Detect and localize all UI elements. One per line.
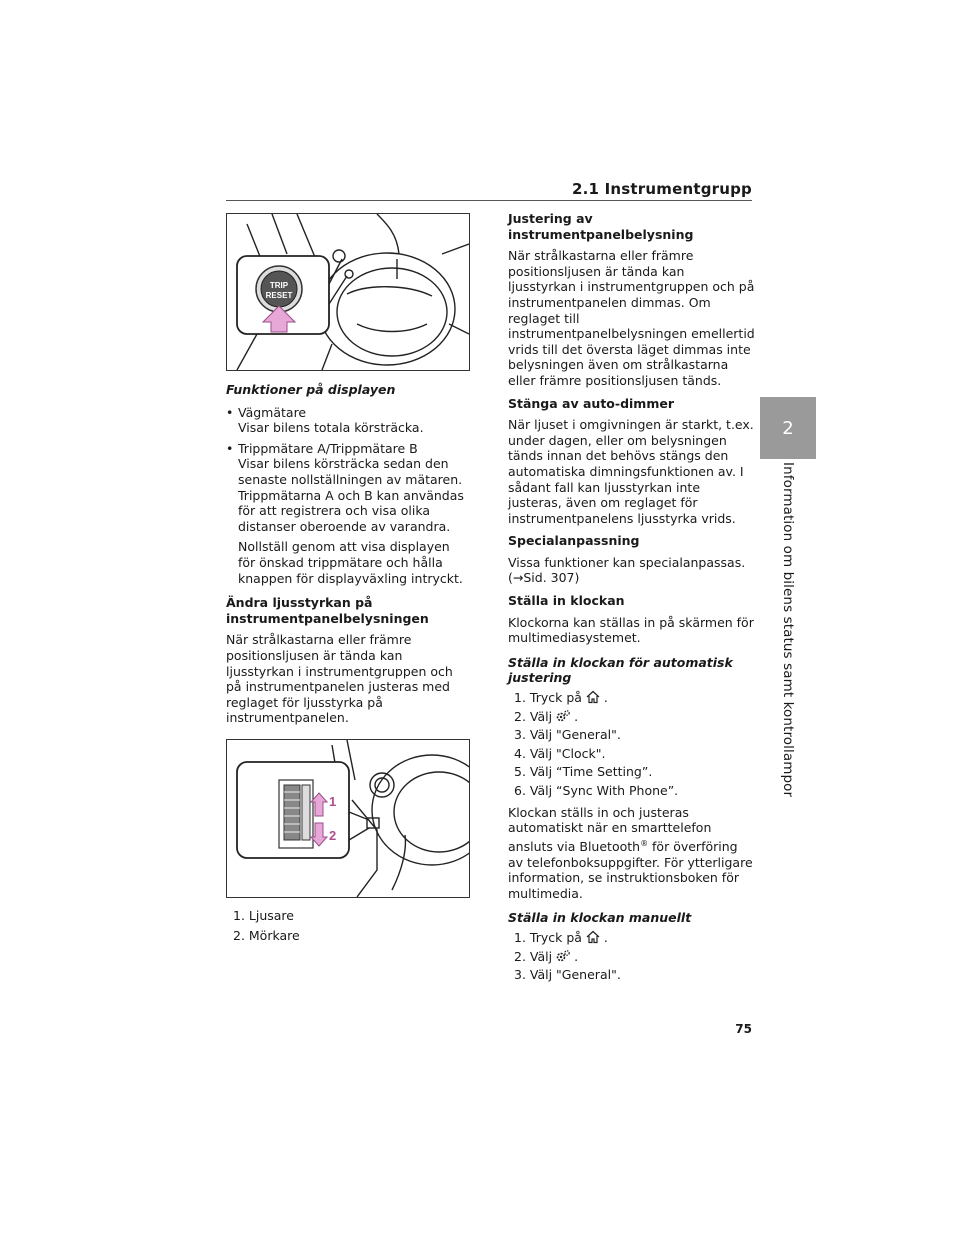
odometer-desc: Visar bilens totala körsträcka. xyxy=(238,420,424,436)
odometer-title: Vägmätare xyxy=(238,404,307,420)
manual-heading: Ställa in klockan manuellt xyxy=(508,910,692,926)
registered-mark: ® xyxy=(640,838,649,848)
auto-step-2-text: 2. Välj xyxy=(514,708,553,724)
adjust-heading: Justering av instrumentpanelbelysning xyxy=(508,211,694,242)
home-icon xyxy=(585,690,601,704)
legend-item-brighter: 1. Ljusare xyxy=(233,908,294,923)
figure-brightness-control xyxy=(226,739,470,898)
manual-step-3: 3. Välj "General". xyxy=(514,967,621,983)
figure-trip-reset xyxy=(226,213,470,371)
auto-step-6: 6. Välj “Sync With Phone”. xyxy=(514,783,679,798)
trip-title: Trippmätare A/Trippmätare B xyxy=(238,440,418,456)
adjust-text: När strålkastarna eller främre positionsljusen är tända kan ljusstyrkan i instrumentgruppen och på instrumentpanelen dimmas. Om reglaget till instrumentpanelbelysningen emellertid vrids till det översta läget dimmas inte belysningen även om strålkastarna eller främre positionsljusen tänds. xyxy=(508,248,755,388)
clock-text: Klockorna kan ställas in på skärmen för multimediasystemet. xyxy=(508,614,754,646)
brightness-heading-line1: Ändra ljusstyrkan på xyxy=(226,595,373,611)
auto-step-2: 2. Välj . xyxy=(514,708,579,724)
dashboard-illustration xyxy=(227,214,469,370)
trip-label: TRIP xyxy=(269,281,289,290)
auto-heading-line2: justering xyxy=(508,670,572,686)
chapter-side-title: Information om bilens status samt kontrollampor xyxy=(780,462,796,798)
settings-gear-icon xyxy=(555,949,571,963)
auto-step-4: 4. Välj "Clock". xyxy=(514,745,606,761)
functions-heading: Funktioner på displayen xyxy=(226,382,396,397)
manual-step-2-text: 2. Välj xyxy=(514,948,553,964)
left-column xyxy=(226,382,470,726)
clock-heading: Ställa in klockan xyxy=(508,593,625,609)
section-title: 2.1 Instrumentgrupp xyxy=(572,180,752,198)
page-number: 75 xyxy=(735,1022,752,1036)
chapter-side-title-wrap xyxy=(760,462,816,798)
special-heading: Specialanpassning xyxy=(508,533,640,549)
brightness-text: När strålkastarna eller främre positionsljusen är tända kan ljusstyrkan i instrumentgruppen och på instrumentpanelen justeras med reglaget för ljusstyrka på instrumentpanelen. xyxy=(226,632,453,726)
auto-step-1: 1. Tryck på . xyxy=(514,690,608,706)
right-column xyxy=(508,211,756,983)
header-rule xyxy=(226,200,752,201)
auto-heading-line1: Ställa in klockan för automatisk xyxy=(508,654,733,670)
brightness-illustration xyxy=(227,740,469,897)
figure2-legend xyxy=(233,908,463,943)
manual-step-2: 2. Välj . xyxy=(514,948,579,964)
callout-1: 1 xyxy=(329,794,337,809)
manual-step-1-text: 1. Tryck på xyxy=(514,929,582,945)
trip-desc: Visar bilens körsträcka sedan den senaste nollställningen av mätaren. Trippmätarna A och B kan användas för att registrera och visa olika distanser oberoende av varandra. xyxy=(238,456,464,534)
auto-result-text: Klockan ställs in och justeras automatiskt när en smarttelefon ansluts via Bluetooth xyxy=(508,804,712,854)
chapter-number: 2 xyxy=(782,417,794,439)
auto-result xyxy=(508,805,756,902)
auto-step-5: 5. Välj “Time Setting”. xyxy=(514,764,653,780)
reset-label: RESET xyxy=(265,291,293,300)
special-text: Vissa funktioner kan specialanpassas. xyxy=(508,554,746,570)
auto-step-3: 3. Välj "General". xyxy=(514,727,621,743)
home-icon xyxy=(585,930,601,944)
special-page-ref[interactable]: (→Sid. 307) xyxy=(508,570,580,586)
legend-item-darker: 2. Mörkare xyxy=(233,927,300,943)
bullet: • xyxy=(226,404,234,420)
autodimmer-heading: Stänga av auto-dimmer xyxy=(508,395,674,411)
chapter-tab xyxy=(760,397,816,459)
settings-gear-icon xyxy=(555,709,571,723)
auto-step-1-text: 1. Tryck på xyxy=(514,690,582,706)
callout-2: 2 xyxy=(329,828,337,843)
trip-reset-desc: Nollställ genom att visa displayen för önskad trippmätare och hålla knappen för displayväxling intryckt. xyxy=(238,539,463,586)
autodimmer-text: När ljuset i omgivningen är starkt, t.ex. under dagen, eller om belysningen tänds innan det behövs stängs den automatiska dimningsfunktionen av. I sådant fall kan ljusstyrkan inte justeras, även om reglaget för instrumentpanelens ljusstyrka vrids. xyxy=(508,417,754,526)
bullet: • xyxy=(226,440,234,456)
brightness-heading-line2: instrumentpanelbelysningen xyxy=(226,610,429,626)
auto-result-text-2: för överföring av telefonboksuppgifter. För ytterligare information, se instruktionsboken för multimedia. xyxy=(508,838,753,901)
manual-step-1: 1. Tryck på . xyxy=(514,929,608,945)
